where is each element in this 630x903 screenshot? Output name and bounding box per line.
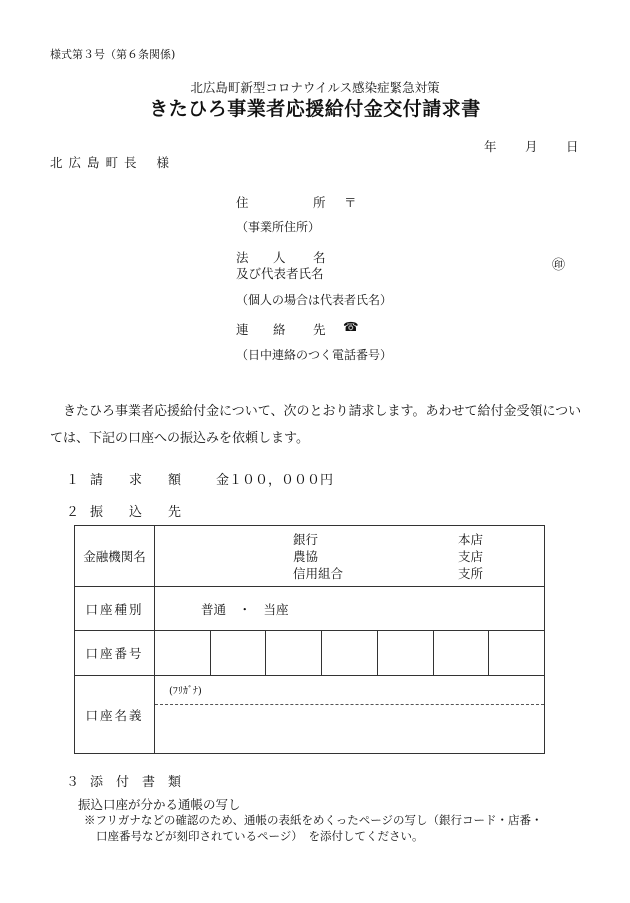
section1-number: １ xyxy=(66,473,80,488)
institution-cell[interactable] xyxy=(155,526,545,587)
postal-mark: 〒 xyxy=(344,195,357,210)
branch-type-head: 本店 xyxy=(458,532,484,547)
address-label-2: 所 xyxy=(313,195,326,210)
institution-row xyxy=(75,526,545,587)
individual-note: （個人の場合は代表者氏名） xyxy=(236,293,393,307)
phone-icon: ☎ xyxy=(343,319,359,334)
account-digit-box[interactable] xyxy=(321,631,377,675)
account-digit-box[interactable] xyxy=(155,631,210,675)
contact-label-1: 連 xyxy=(236,322,249,337)
account-number-cells xyxy=(155,631,545,676)
bank-transfer-table xyxy=(74,525,545,754)
seal-mark: ㊞ xyxy=(552,258,566,273)
address-note: （事業所住所） xyxy=(236,220,321,234)
furigana-field[interactable]: (ﾌﾘｶﾞﾅ) xyxy=(155,676,544,705)
representative-label: 及び代表者氏名 xyxy=(236,266,324,281)
form-number: 様式第３号（第６条関係) xyxy=(50,48,176,61)
account-type-options[interactable]: 普通 ・ 当座 xyxy=(155,587,545,631)
bank-type-ja: 農協 xyxy=(293,549,319,564)
branch-type-office: 支所 xyxy=(458,566,484,581)
addressee-name: 北広島町長 xyxy=(50,155,143,170)
account-number-header: 口座番号 xyxy=(75,631,155,676)
section2-label: 振 込 先 xyxy=(90,505,182,520)
contact-label-2: 絡 xyxy=(273,322,286,337)
subtitle: 北広島町新型コロナウイルス感染症緊急対策 xyxy=(190,80,440,95)
address-label-1: 住 xyxy=(236,195,249,210)
corp-label-3: 名 xyxy=(313,250,326,265)
section1-label: 請 求 額 xyxy=(90,473,182,488)
account-number-row xyxy=(75,631,545,676)
addressee-honorific: 様 xyxy=(156,155,170,170)
contact-note: （日中連絡のつく電話番号） xyxy=(236,348,393,362)
account-digit-box[interactable] xyxy=(377,631,433,675)
date-day: 日 xyxy=(566,139,579,154)
addressee xyxy=(50,153,169,171)
section3-number: ３ xyxy=(66,775,80,790)
bank-type-credit-union: 信用組合 xyxy=(293,566,344,581)
attachment-note xyxy=(84,812,584,844)
account-type-header: 口座種別 xyxy=(75,587,155,631)
account-name-row xyxy=(75,676,545,754)
account-digit-box[interactable] xyxy=(265,631,321,675)
account-digit-box[interactable] xyxy=(488,631,544,675)
account-name-header: 口座名義 xyxy=(75,676,155,754)
account-digit-box[interactable] xyxy=(433,631,489,675)
request-amount: 金１００，０００円 xyxy=(216,473,334,488)
attachment-note-line1: ※フリガナなどの確認のため、通帳の表紙をめくったページの写し（銀行コード・店番・ xyxy=(84,813,543,827)
institution-header: 金融機関名 xyxy=(75,526,155,587)
corp-label-2: 人 xyxy=(273,250,286,265)
request-paragraph: きたひろ事業者応援給付金について、次のとおり請求します。あわせて給付金受領については、下記の口座への振込みを依頼します。 xyxy=(50,404,582,446)
attachment-note-line2: 口座番号などが刻印されているページ） を添付してください。 xyxy=(96,829,424,843)
contact-label-3: 先 xyxy=(313,322,326,337)
branch-type-branch: 支店 xyxy=(458,549,484,564)
bank-type-bank: 銀行 xyxy=(293,532,319,547)
corp-label-1: 法 xyxy=(236,250,249,265)
institution-options xyxy=(155,526,544,586)
date-year: 年 xyxy=(484,139,497,154)
section2-number: ２ xyxy=(66,505,80,520)
account-name-field[interactable] xyxy=(155,705,544,753)
account-digit-box[interactable] xyxy=(210,631,266,675)
account-name-cell xyxy=(155,676,545,754)
account-type-row xyxy=(75,587,545,631)
section3-label: 添 付 書 類 xyxy=(90,775,182,790)
date-month: 月 xyxy=(525,139,538,154)
page-title: きたひろ事業者応援給付金交付請求書 xyxy=(149,98,481,120)
attachment-item: 振込口座が分かる通帳の写し xyxy=(78,797,241,812)
